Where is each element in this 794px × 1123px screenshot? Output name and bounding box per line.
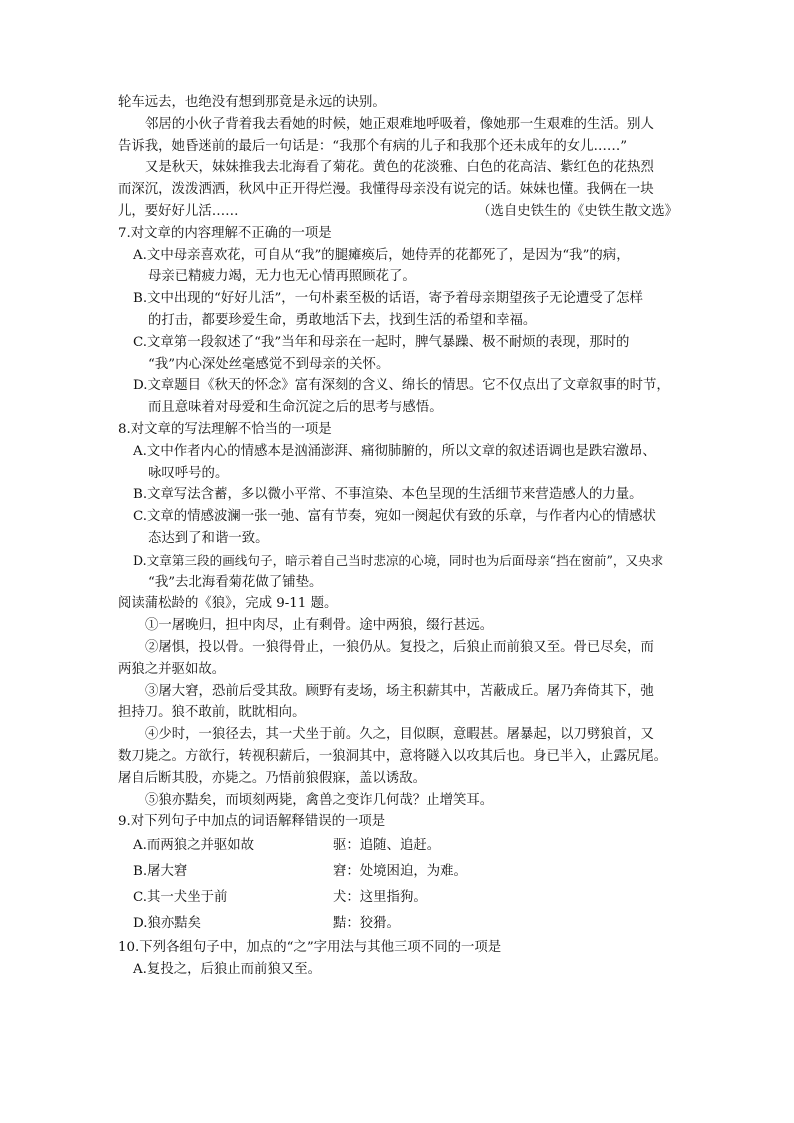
q9-explanation: 驱：追随、追赶。: [333, 838, 441, 854]
question-7-stem: 7.对文章的内容理解不正确的一项是: [118, 225, 332, 241]
q9-option-row: [118, 859, 678, 885]
q7-option-c-cont: “我”内心深处丝毫感觉不到母亲的关怀。: [148, 356, 390, 372]
exam-page: [118, 92, 678, 981]
wolf-paragraph-4-cont: 屠自后断其股，亦毙之。乃悟前狼假寐，盖以诱敌。: [118, 770, 426, 786]
wolf-paragraph-3: ③屠大窘，恐前后受其敌。顾野有麦场，场主积薪其中，苫蔽成丘。屠乃奔倚其下，弛: [145, 683, 654, 699]
q7-option-a: A.文中母亲喜欢花，可自从“我”的腿瘫痪后，她侍弄的花都死了，是因为“我”的病，: [133, 247, 630, 263]
q8-option-d: D.文章第三段的画线句子，暗示着自己当时悲凉的心境，同时也为后面母亲“挡在窗前”，又央求: [133, 552, 664, 568]
passage-last-line: [118, 201, 678, 223]
passage-line: 邻居的小伙子背着我去看她的时候，她正艰难地呼吸着，像她那一生艰难的生活。别人: [145, 116, 654, 132]
question-10-stem: 10.下列各组句子中，加点的“之”字用法与其他三项不同的一项是: [118, 940, 502, 956]
q7-option-a-cont: 母亲已精疲力竭，无力也无心情再照顾花了。: [148, 269, 416, 285]
q9-sentence: B.屠大窘: [133, 864, 188, 880]
q9-sentence: A.而两狼之并驱如故: [133, 838, 255, 854]
wolf-paragraph-2: ②屠惧，投以骨。一狼得骨止，一狼仍从。复投之，后狼止而前狼又至。骨已尽矣，而: [145, 639, 654, 655]
q9-option-row: [118, 885, 678, 911]
wolf-intro: 阅读蒲松龄的《狼》，完成 9-11 题。: [118, 596, 338, 612]
question-8-stem: 8.对文章的写法理解不恰当的一项是: [118, 421, 332, 437]
q8-option-d-cont: “我”去北海看菊花做了铺垫。: [148, 574, 323, 590]
passage-source: （选自史铁生的《史铁生散文选》: [477, 203, 678, 219]
q8-option-b: B.文章写法含蓄，多以微小平常、不事渲染、本色呈现的生活细节来营造感人的力量。: [133, 487, 643, 503]
q7-option-b: B.文中出现的“好好儿活”，一句朴素至极的话语，寄予着母亲期望孩子无论遭受了怎样: [133, 291, 643, 307]
q9-sentence: C.其一犬坐于前: [133, 890, 228, 906]
wolf-paragraph-3-cont: 担持刀。狼不敢前，眈眈相向。: [118, 705, 306, 721]
passage-line: 而深沉，泼泼洒洒，秋风中正开得烂漫。我懂得母亲没有说完的话。妹妹也懂。我俩在一块: [118, 182, 654, 198]
wolf-paragraph-1: ①一屠晚归，担中肉尽，止有剩骨。途中两狼，缀行甚远。: [145, 618, 494, 634]
q9-sentence: D.狼亦黠矣: [133, 916, 202, 932]
q9-explanation: 黠：狡猾。: [333, 916, 400, 932]
q8-option-c: C.文章的情感波澜一张一弛、富有节奏，宛如一阕起伏有致的乐章，与作者内心的情感状: [133, 509, 656, 525]
wolf-paragraph-5: ⑤狼亦黠矣，而顷刻两毙，禽兽之变诈几何哉？止增笑耳。: [145, 792, 494, 808]
q9-option-row: [118, 911, 678, 937]
wolf-paragraph-2-cont: 两狼之并驱如故。: [118, 661, 226, 677]
question-9-stem: 9.对下列句子中加点的词语解释错误的一项是: [118, 814, 386, 830]
passage-line: 儿，要好好儿活……: [118, 203, 239, 219]
q9-option-row: [118, 833, 678, 859]
wolf-paragraph-4-cont: 数刀毙之。方欲行，转视积薪后，一狼洞其中，意将隧入以攻其后也。身已半入，止露尻尾。: [118, 748, 668, 764]
q7-option-b-cont: 的打击，都要珍爱生命，勇敢地活下去，找到生活的希望和幸福。: [148, 312, 537, 328]
q8-option-a-cont: 咏叹呼号的。: [148, 465, 229, 481]
q10-option-a: A.复投之，后狼止而前狼又至。: [133, 961, 322, 977]
wolf-paragraph-4: ④少时，一狼径去，其一犬坐于前。久之，目似瞑，意暇甚。屠暴起，以刀劈狼首，又: [145, 727, 654, 743]
q8-option-c-cont: 态达到了和谐一致。: [148, 530, 269, 546]
q7-option-d: D.文章题目《秋天的怀念》富有深刻的含义、绵长的情思。它不仅点出了文章叙事的时节，: [133, 378, 670, 394]
q9-explanation: 窘：处境困迫，为难。: [333, 864, 467, 880]
q9-explanation: 犬：这里指狗。: [333, 890, 427, 906]
passage-line: 又是秋天，妹妹推我去北海看了菊花。黄色的花淡雅、白色的花高洁、紫红色的花热烈: [145, 160, 654, 176]
q8-option-a: A.文中作者内心的情感本是汹涌澎湃、痛彻肺腑的，所以文章的叙述语调也是跌宕激昂、: [133, 443, 656, 459]
passage-line: 告诉我，她昏迷前的最后一句话是：“我那个有病的儿子和我那个还未成年的女儿……”: [118, 138, 628, 154]
q7-option-c: C.文章第一段叙述了“我”当年和母亲在一起时，脾气暴躁、极不耐烦的表现，那时的: [133, 334, 630, 350]
q7-option-d-cont: 而且意味着对母爱和生命沉淀之后的思考与感悟。: [148, 400, 443, 416]
passage-line: 轮车远去，也绝没有想到那竟是永远的诀别。: [118, 95, 386, 110]
